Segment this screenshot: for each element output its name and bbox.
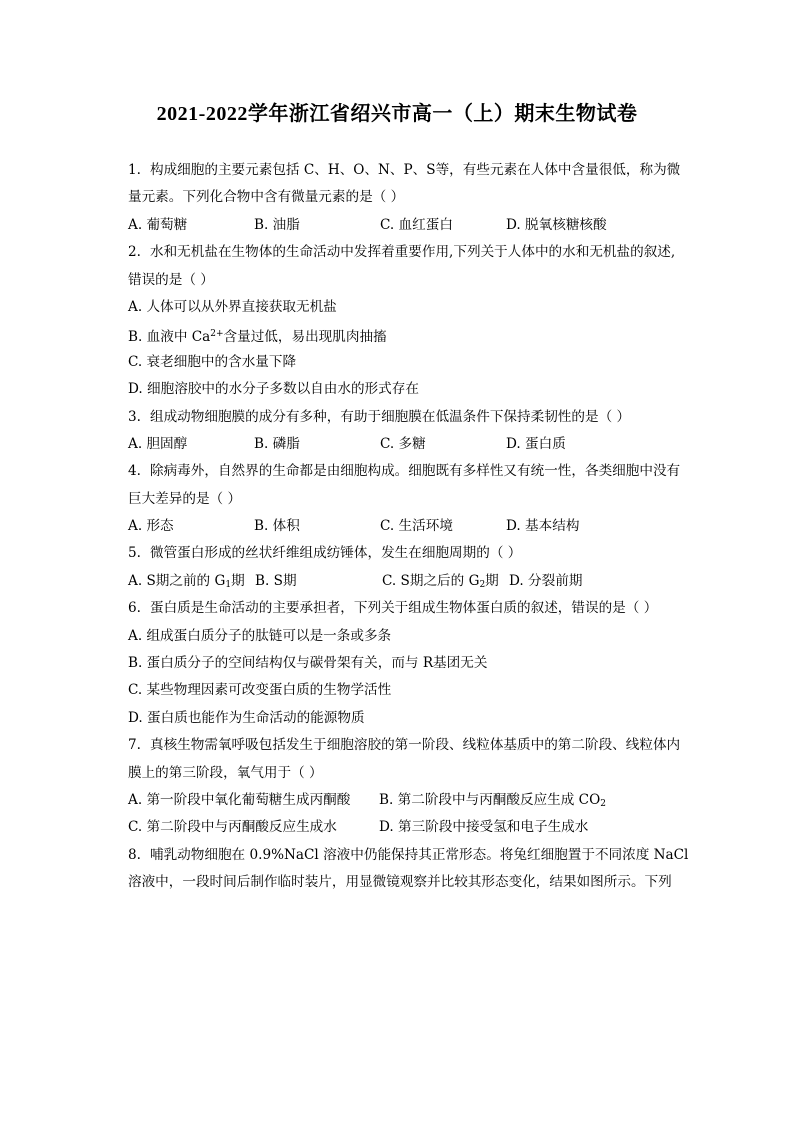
option-a: A. 组成蛋白质分子的肽链可以是一条或多条 [128,627,392,644]
question-number: 1. [128,162,141,178]
question-number: 2. [128,244,141,261]
question-7-options-row2 [128,814,694,841]
option-b: B. 磷脂 [254,435,300,452]
question-number: 3. [128,408,141,425]
option-c: C. S期之后的 $G_2$期 [382,572,499,590]
question-7-options-row1 [128,787,694,814]
option-d: D. 蛋白质 [506,435,566,452]
option-d: D. 基本结构 [506,518,580,535]
question-1-options [128,212,694,239]
question-1-stem-cont: 量元素。下列化合物中含有微量元素的是（ ） [128,189,405,206]
question-4-stem-cont: 巨大差异的是（ ） [128,490,242,507]
question-8-stem: 8. 哺乳动物细胞在 0.9%NaCl 溶液中仍能保持其正常形态。将兔红细胞置于不同浓度 NaCl [128,842,694,869]
option-b: B. 第二阶段中与丙酮酸反应生成 $CO_2$ [379,791,606,809]
question-5-stem: 5. 微管蛋白形成的丝状纤维组成纺锤体，发生在细胞周期的（ ） [128,540,694,567]
option-c: C. 衰老细胞中的含水量下降 [128,353,297,370]
question-number: 6. [128,600,141,617]
option-a: A. 形态 [128,518,174,535]
question-7-stem: 7. 真核生物需氧呼吸包括发生于细胞溶胶的第一阶段、线粒体基质中的第二阶段、线粒体内 [128,732,694,759]
option-b: B. 蛋白质分子的空间结构仅与碳骨架有关，而与 R基团无关 [128,655,488,672]
question-8-stem-cont: 溶液中，一段时间后制作临时装片，用显微镜观察并比较其形态变化，结果如图所示。下列 [128,874,672,891]
option-d: D. 第三阶段中接受氢和电子生成水 [379,819,589,836]
question-number: 7. [128,737,141,754]
question-3-options [128,431,694,458]
option-b: B. S期 [255,572,297,589]
question-4-stem: 4. 除病毒外，自然界的生命都是由细胞构成。细胞既有多样性又有统一性，各类细胞中没有 [128,458,694,485]
option-b: B. 血液中 $Ca^{2+}$含量过低，易出现肌肉抽搐 [128,329,387,346]
option-c: C. 血红蛋白 [380,216,453,233]
option-a: A. 第一阶段中氧化葡萄糖生成丙酮酸 [128,791,351,808]
option-d: D. 脱氧核糖核酸 [506,216,607,233]
question-5-options [128,568,694,595]
question-list [128,157,694,897]
question-3-stem: 3. 组成动物细胞膜的成分有多种，有助于细胞膜在低温条件下保持柔韧性的是（ ） [128,404,694,431]
option-b: B. 体积 [254,518,300,535]
question-4-options [128,513,694,540]
question-7-stem-cont: 膜上的第三阶段，氧气用于（ ） [128,764,323,781]
option-a: A. 胆固醇 [128,435,188,452]
option-d: D. 细胞溶胶中的水分子多数以自由水的形式存在 [128,381,419,398]
option-d: D. 蛋白质也能作为生命活动的能源物质 [128,709,365,726]
option-c: C. 多糖 [380,435,426,452]
option-d: D. 分裂前期 [509,572,583,589]
option-a: A. S期之前的 $G_1$期 [128,572,245,590]
question-6-stem: 6. 蛋白质是生命活动的主要承担者，下列关于组成生物体蛋白质的叙述，错误的是（ ） [128,595,694,622]
question-2-stem: 2. 水和无机盐在生物体的生命活动中发挥着重要作用,下列关于人体中的水和无机盐的叙述, [128,239,694,266]
option-a: A. 葡萄糖 [128,216,188,233]
option-c: C. 生活环境 [380,518,453,535]
option-a: A. 人体可以从外界直接获取无机盐 [128,298,337,315]
question-1-stem: 1. 构成细胞的主要元素包括 C、H、O、N、P、S等，有些元素在人体中含量很低，称为微 [128,157,694,184]
question-2-stem-cont: 错误的是（ ） [128,271,214,288]
question-number: 8. [128,846,141,863]
page-title: 2021-2022学年浙江省绍兴市高一（上）期末生物试卷 [156,103,638,125]
option-b: B. 油脂 [254,216,300,233]
option-c: C. 某些物理因素可改变蛋白质的生物学活性 [128,682,392,699]
question-number: 5. [128,545,141,562]
option-c: C. 第二阶段中与丙酮酸反应生成水 [128,819,337,836]
question-number: 4. [128,463,141,480]
